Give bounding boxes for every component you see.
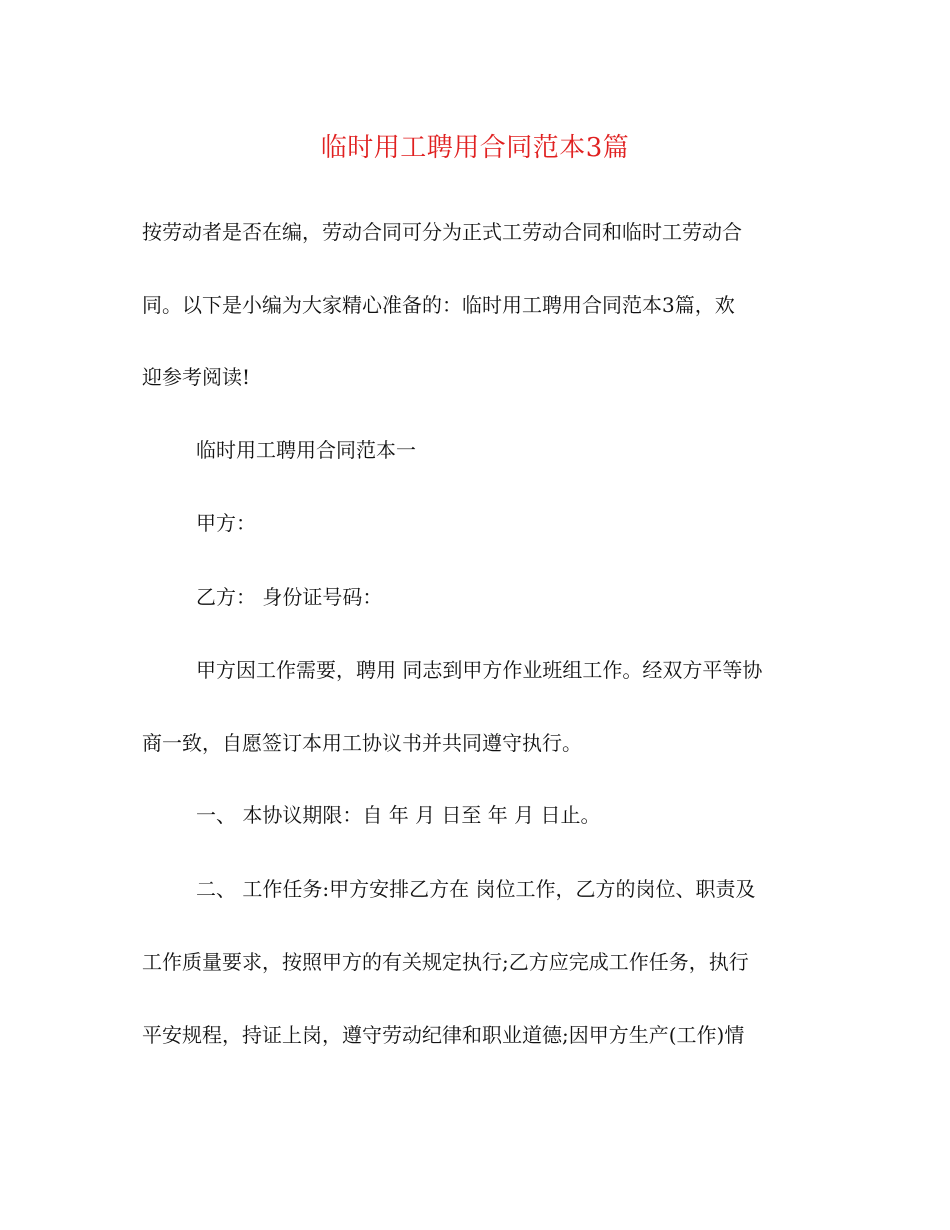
intro-line-2: 同。以下是小编为大家精心准备的：临时用工聘用合同范本3篇，欢 bbox=[142, 293, 735, 317]
paragraph-line-1: 甲方因工作需要，聘用 同志到甲方作业班组工作。经双方平等协 bbox=[196, 658, 763, 682]
paragraph-line-2: 商一致，自愿签订本用工协议书并共同遵守执行。 bbox=[142, 731, 582, 755]
intro-line-1: 按劳动者是否在编，劳动合同可分为正式工劳动合同和临时工劳动合 bbox=[142, 220, 742, 244]
intro-line-3: 迎参考阅读! bbox=[142, 365, 251, 389]
clause-2-line-2: 工作质量要求，按照甲方的有关规定执行;乙方应完成工作任务，执行 bbox=[142, 950, 749, 974]
party-b-line: 乙方： 身份证号码： bbox=[196, 585, 383, 609]
clause-1-line: 一、 本协议期限：自 年 月 日至 年 月 日止。 bbox=[196, 803, 601, 827]
document-title: 临时用工聘用合同范本3篇 bbox=[320, 133, 630, 163]
clause-2-line-1: 二、 工作任务:甲方安排乙方在 岗位工作，乙方的岗位、职责及 bbox=[196, 877, 756, 901]
clause-2-line-3: 平安规程，持证上岗，遵守劳动纪律和职业道德;因甲方生产(工作)情 bbox=[142, 1023, 745, 1047]
party-a-line: 甲方： bbox=[196, 511, 256, 535]
section-heading: 临时用工聘用合同范本一 bbox=[196, 438, 416, 462]
